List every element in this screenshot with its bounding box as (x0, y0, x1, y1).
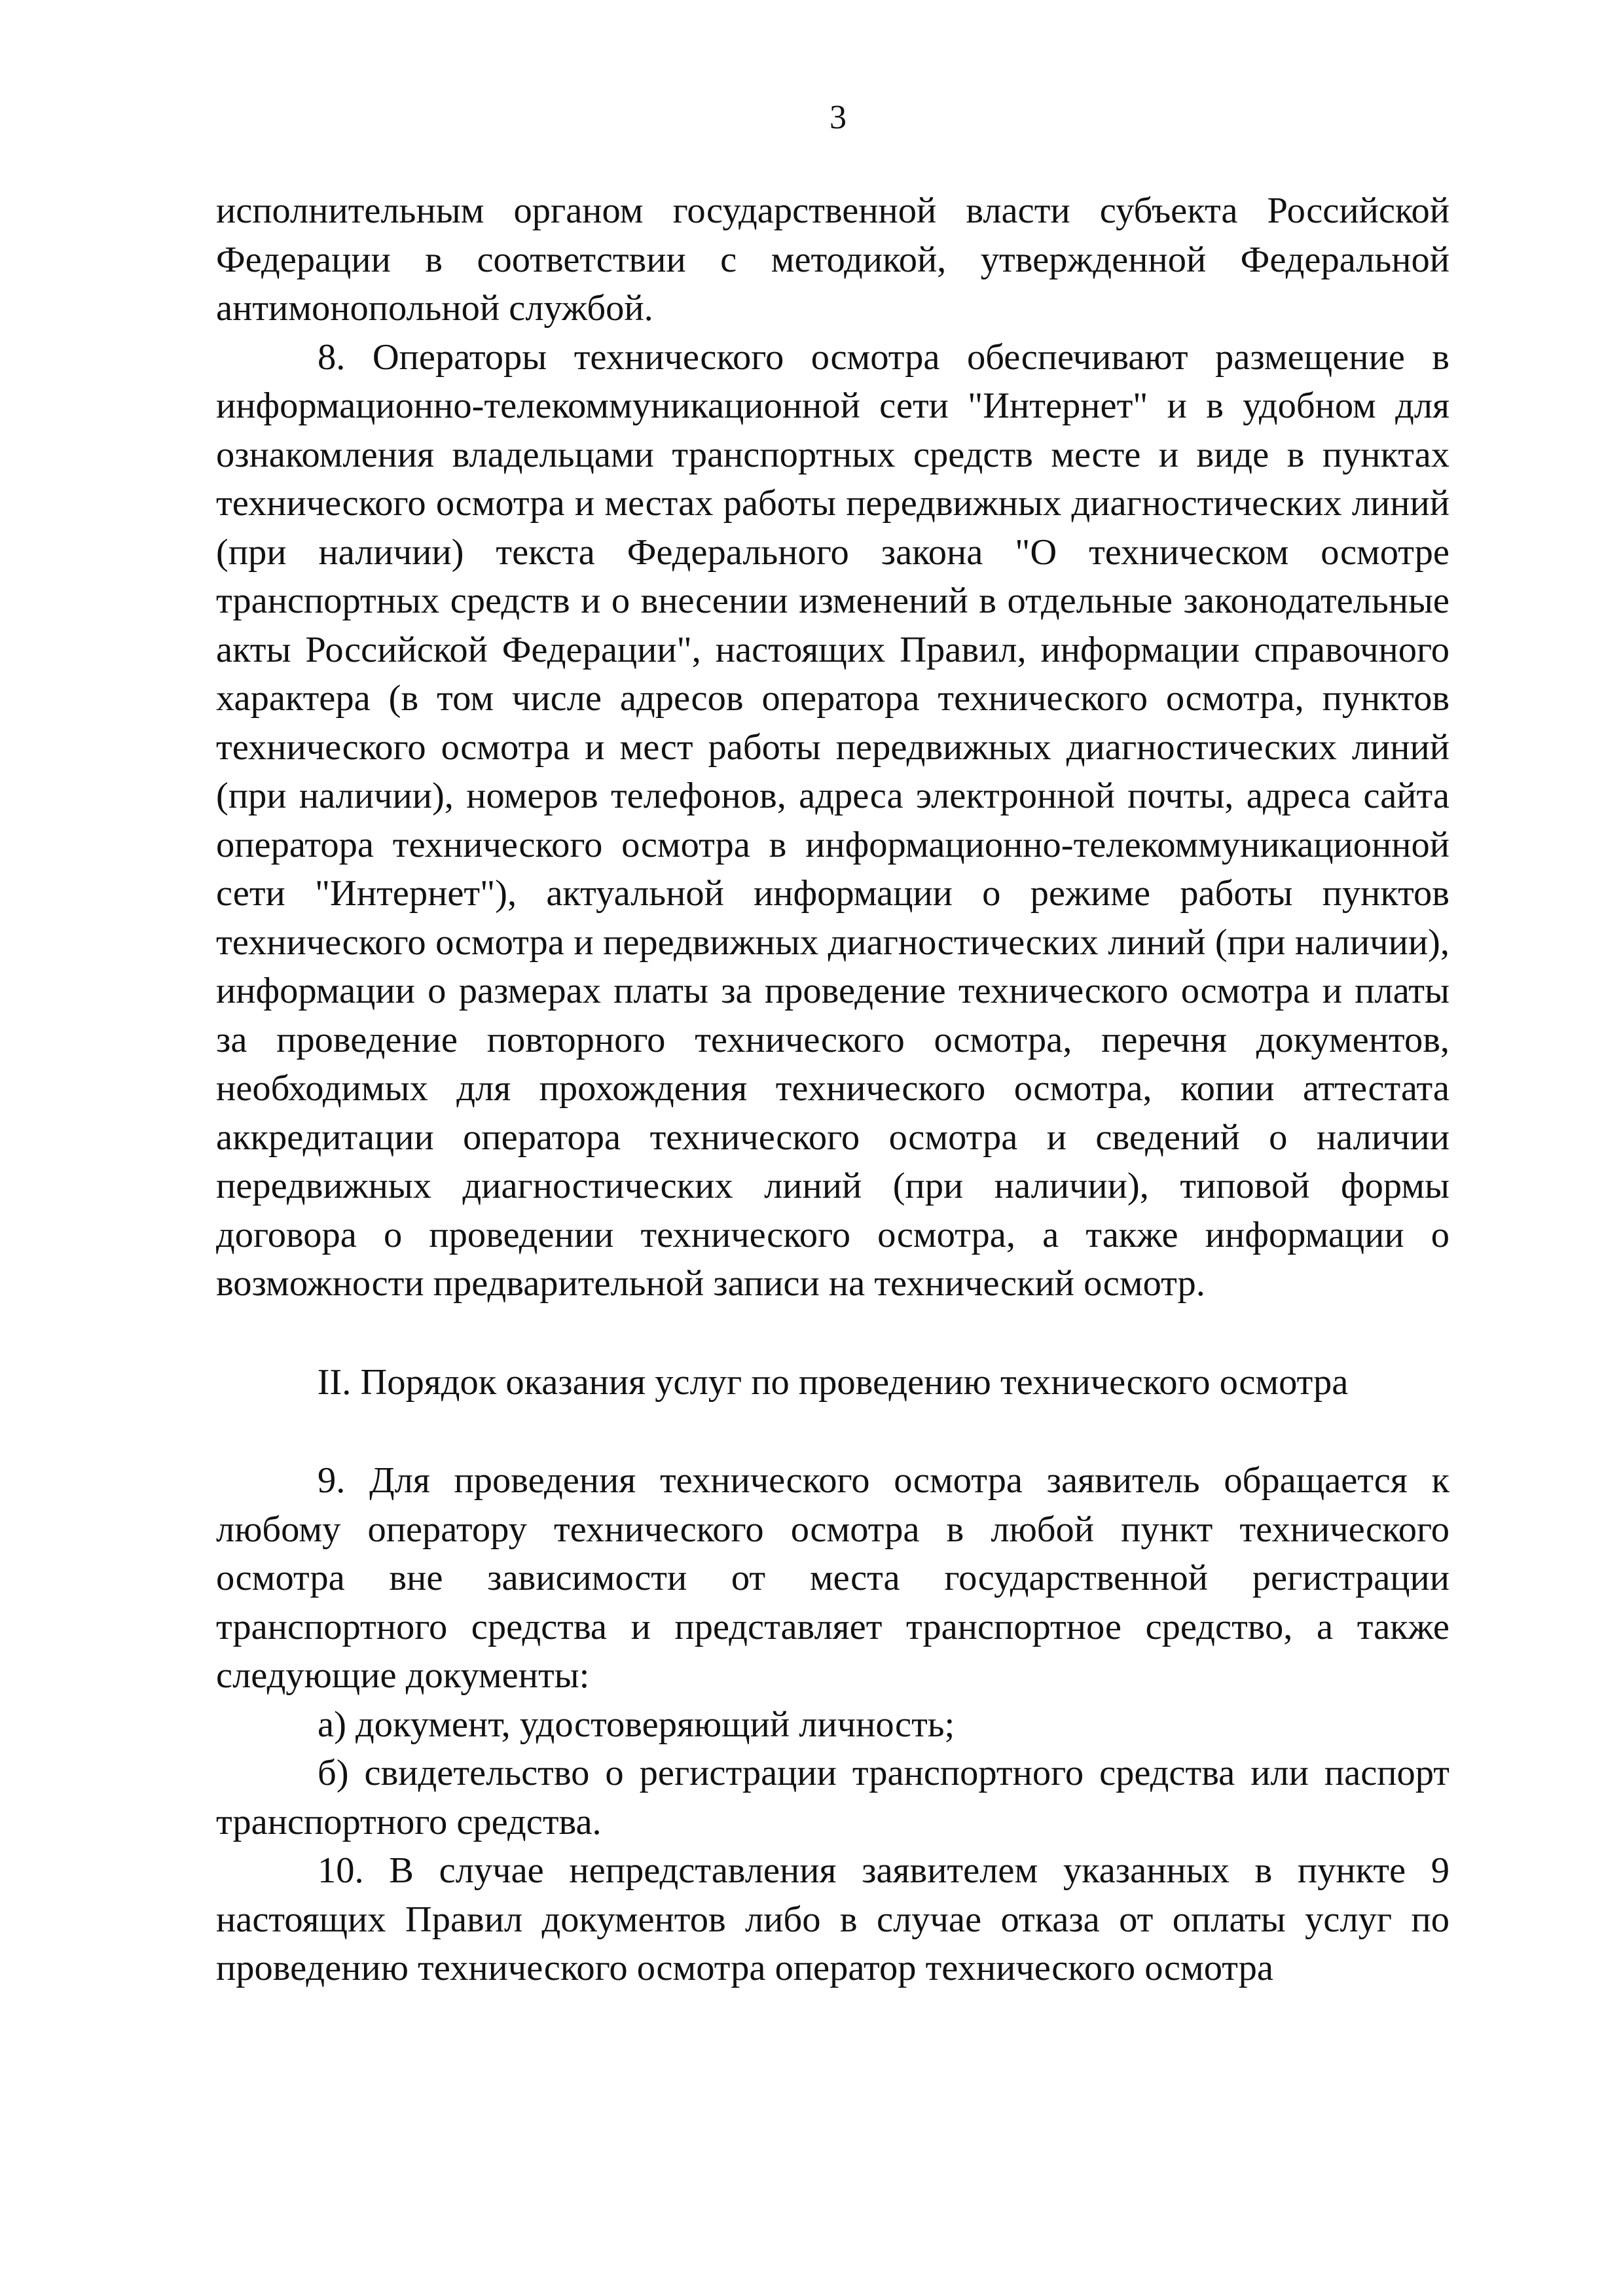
page-content (216, 187, 1450, 1993)
section-heading: II. Порядок оказания услуг по проведению технического осмотра (317, 1361, 1349, 1403)
paragraph-8: 8. Операторы технического осмотра обеспечивают размещение в информационно-телекоммуникационной сети "Интернет" и в удобном для ознакомления владельцами транспортных средств месте и виде в пунктах технического осмотра и местах работы передвижных диагностических линий (при наличии) текста Федерального закона "О техническом осмотре транспортных средств и о внесении изменений в отдельные законодательные акты Российской Федерации", настоящих Правил, информации справочного характера (в том числе адресов оператора технического осмотра, пунктов технического осмотра и мест работы передвижных диагностических линий (при наличии), номеров телефонов, адреса электронной почты, адреса сайта оператора технического осмотра в информационно-телекоммуникационной сети "Интернет"), актуальной информации о режиме работы пунктов технического осмотра и передвижных диагностических линий (при наличии), информации о размерах платы за проведение технического осмотра и платы за проведение повторного технического осмотра, перечня документов, необходимых для прохождения технического осмотра, копии аттестата аккредитации оператора технического осмотра и сведений о наличии передвижных диагностических линий (при наличии), типовой формы договора о проведении технического осмотра, а также информации о возможности предварительной записи на технический осмотр. (216, 336, 1450, 1304)
paragraph-9: 9. Для проведения технического осмотра заявитель обращается к любому оператору технического осмотра в любой пункт технического осмотра вне зависимости от места государственной регистрации транспортного средства и представляет транспортное средство, а также следующие документы: (216, 1460, 1450, 1696)
paragraph-10: 10. В случае непредставления заявителем указанных в пункте 9 настоящих Правил документов либо в случае отказа от оплаты услуг по проведению технического осмотра оператор технического осмотра (216, 1850, 1450, 1988)
list-item-a: а) документ, удостоверяющий личность; (318, 1704, 955, 1745)
list-item-b: б) свидетельство о регистрации транспортного средства или паспорт транспортного средства. (216, 1753, 1450, 1842)
paragraph-continuation: исполнительным органом государственной власти субъекта Российской Федерации в соответствии с методикой, утвержденной Федеральной антимонопольной службой. (216, 190, 1450, 329)
page-number: 3 (830, 99, 847, 136)
